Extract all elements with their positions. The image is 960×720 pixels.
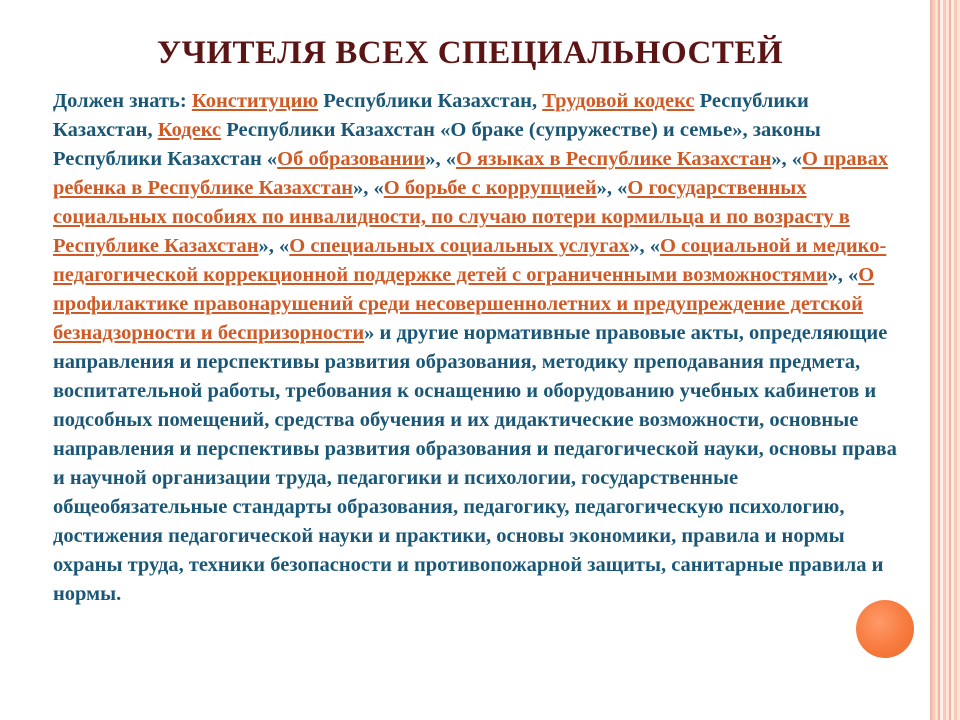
- link-labor-code[interactable]: Трудовой кодекс: [542, 90, 695, 112]
- slide-title: УЧИТЕЛЯ ВСЕХ СПЕЦИАЛЬНОСТЕЙ: [156, 35, 784, 71]
- body-text-segment: Республики Казахстан,: [318, 90, 543, 112]
- body-text-segment: », «: [596, 177, 628, 199]
- link-law-education[interactable]: Об образовании: [277, 148, 426, 170]
- link-law-languages[interactable]: О языках в Республике Казахстан: [455, 148, 772, 170]
- body-text-segment: », «: [771, 148, 803, 170]
- body-text-segment: Республики Казахстан,: [53, 90, 809, 141]
- decorative-side-stripes: [932, 0, 960, 720]
- link-law-correction-support[interactable]: О социальной и медико-педагогической коррекционной поддержке детей с ограниченными возможностями: [53, 235, 887, 286]
- intro-text: Должен знать:: [53, 90, 192, 112]
- body-text-segment: Республики Казахстан «О браке (супружестве) и семье», законы Республики Казахстан «: [53, 119, 821, 170]
- body-text-segment: », «: [353, 177, 384, 199]
- body-text-segment: » и другие нормативные правовые акты, определяющие направления и перспективы развития образования, методику преподавания предмета, воспитательной работы, требования к оснащению и оборудованию учебных кабинетов и подсобных помещений, средства обучения и их дидактические возможности, основные направления и перспективы развития образования и педагогической науки, основы права и научной организации труда, педагогики и психологии, государственные общеобязательные стандарты образования, педагогику, педагогическую психологию, достижения педагогической науки и практики, основы экономики, правила и нормы охраны труда, техники безопасности и противопожарной защиты, санитарные правила и нормы.: [53, 322, 897, 605]
- body-text-segment: », «: [827, 264, 859, 286]
- body-text-segment: », «: [425, 148, 456, 170]
- body-text-segment: », «: [629, 235, 660, 257]
- body-text-segment: », «: [258, 235, 290, 257]
- link-law-social-benefits[interactable]: О государственных социальных пособиях по инвалидности, по случаю потери кормильца и по возрасту в Республике Казахстан: [53, 177, 850, 257]
- link-law-offense-prevention[interactable]: О профилактике правонарушений среди несовершеннолетних и предупреждение детской безнадзорности и беспризорности: [53, 264, 875, 344]
- link-law-corruption[interactable]: О борьбе с коррупцией: [383, 177, 597, 199]
- decorative-orange-circle: [856, 600, 914, 658]
- link-law-social-services[interactable]: О специальных социальных услугах: [289, 235, 630, 257]
- link-constitution[interactable]: Конституцию: [191, 90, 319, 112]
- link-law-child-rights[interactable]: О правах ребенка в Республике Казахстан: [53, 148, 889, 199]
- link-code[interactable]: Кодекс: [157, 119, 222, 141]
- slide-body-text: [53, 87, 911, 609]
- stripes-edge-line: [930, 0, 932, 720]
